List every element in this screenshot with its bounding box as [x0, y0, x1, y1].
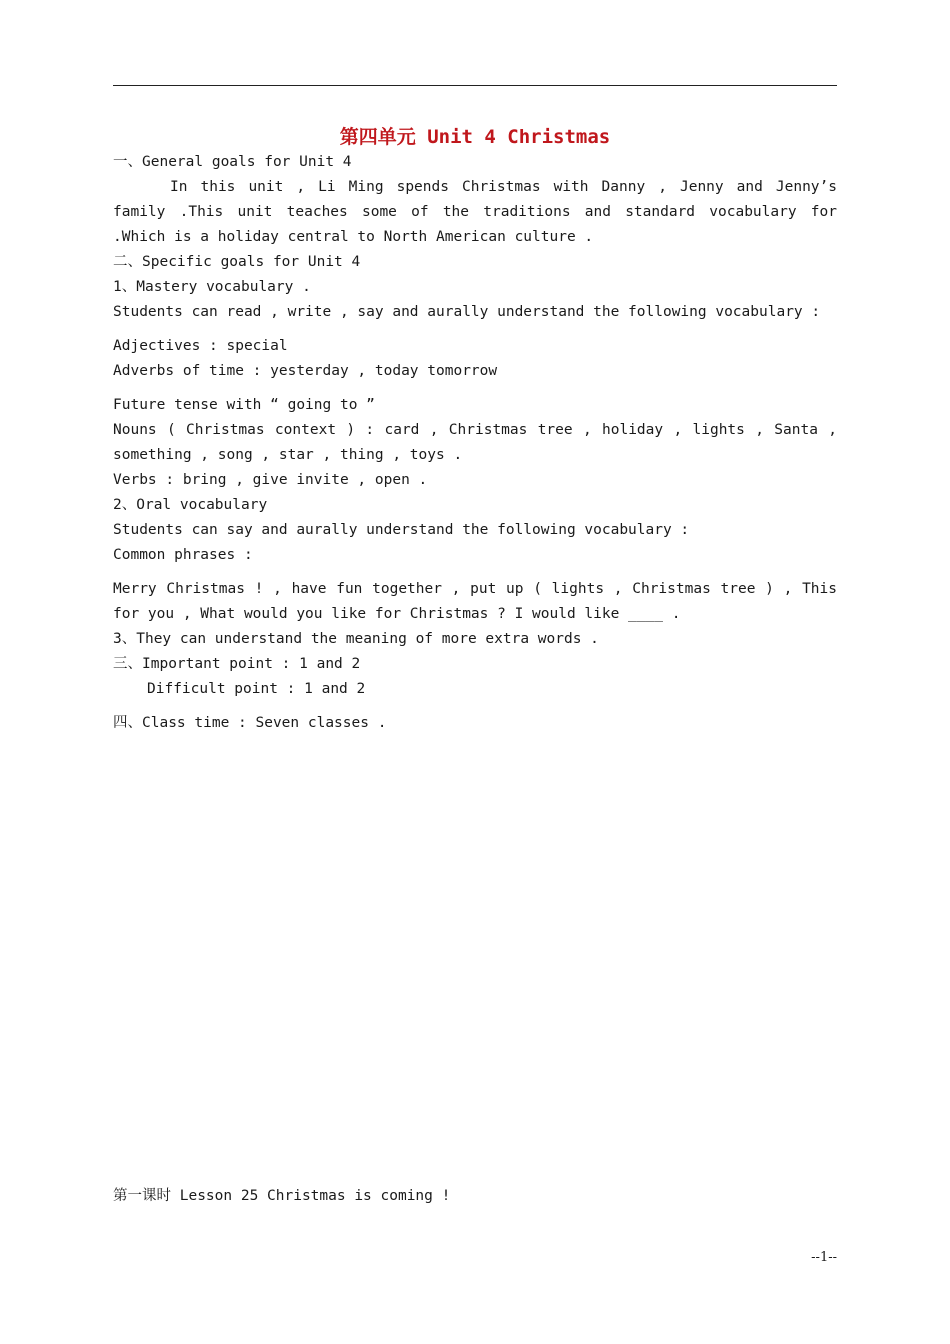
paragraph-line: family .This unit teaches some of the traditions and standard vocabulary for	[113, 204, 837, 220]
common-phrases-label: Common phrases :	[113, 547, 253, 563]
vocab-adjectives: Adjectives : special	[113, 338, 288, 354]
unit-title: 第四单元 Unit 4 Christmas	[339, 126, 611, 148]
vocab-future-tense: Future tense with “ going to ”	[113, 397, 375, 413]
vocab-adverbs: Adverbs of time : yesterday , today tomorrow	[113, 363, 498, 379]
common-phrases-line: Merry Christmas ! , have fun together , put up ( lights , Christmas tree ) , This	[113, 581, 837, 597]
subheading-mastery-vocabulary: 1、Mastery vocabulary .	[113, 279, 311, 295]
paragraph-line: Students can read , write , say and aurally understand the following vocabulary :	[113, 304, 821, 320]
section-heading-general-goals: 一、General goals for Unit 4	[113, 154, 352, 170]
section-heading-specific-goals: 二、Specific goals for Unit 4	[113, 254, 361, 270]
paragraph-line: Students can say and aurally understand the following vocabulary :	[113, 522, 690, 538]
class-time: 四、Class time : Seven classes .	[113, 715, 387, 731]
subheading-oral-vocabulary: 2、Oral vocabulary	[113, 497, 268, 513]
common-phrases-line: for you , What would you like for Christmas ? I would like ____ .	[113, 606, 681, 622]
paragraph-line: In this unit , Li Ming spends Christmas with Danny , Jenny and Jenny’s	[170, 179, 837, 195]
header-rule	[113, 85, 837, 86]
vocab-verbs: Verbs : bring , give invite , open .	[113, 472, 428, 488]
paragraph-line: .Which is a holiday central to North American culture .	[113, 229, 594, 245]
difficult-point: Difficult point : 1 and 2	[147, 681, 366, 697]
subheading-extra-words: 3、They can understand the meaning of more extra words .	[113, 631, 599, 647]
document-body	[113, 150, 837, 736]
page-number: --1--	[811, 1250, 837, 1265]
important-point: 三、Important point : 1 and 2	[113, 656, 361, 672]
lesson-heading: 第一课时 Lesson 25 Christmas is coming !	[113, 1188, 451, 1204]
vocab-nouns-continued: something , song , star , thing , toys .	[113, 447, 463, 463]
vocab-nouns: Nouns ( Christmas context ) : card , Christmas tree , holiday , lights , Santa ,	[113, 422, 837, 438]
